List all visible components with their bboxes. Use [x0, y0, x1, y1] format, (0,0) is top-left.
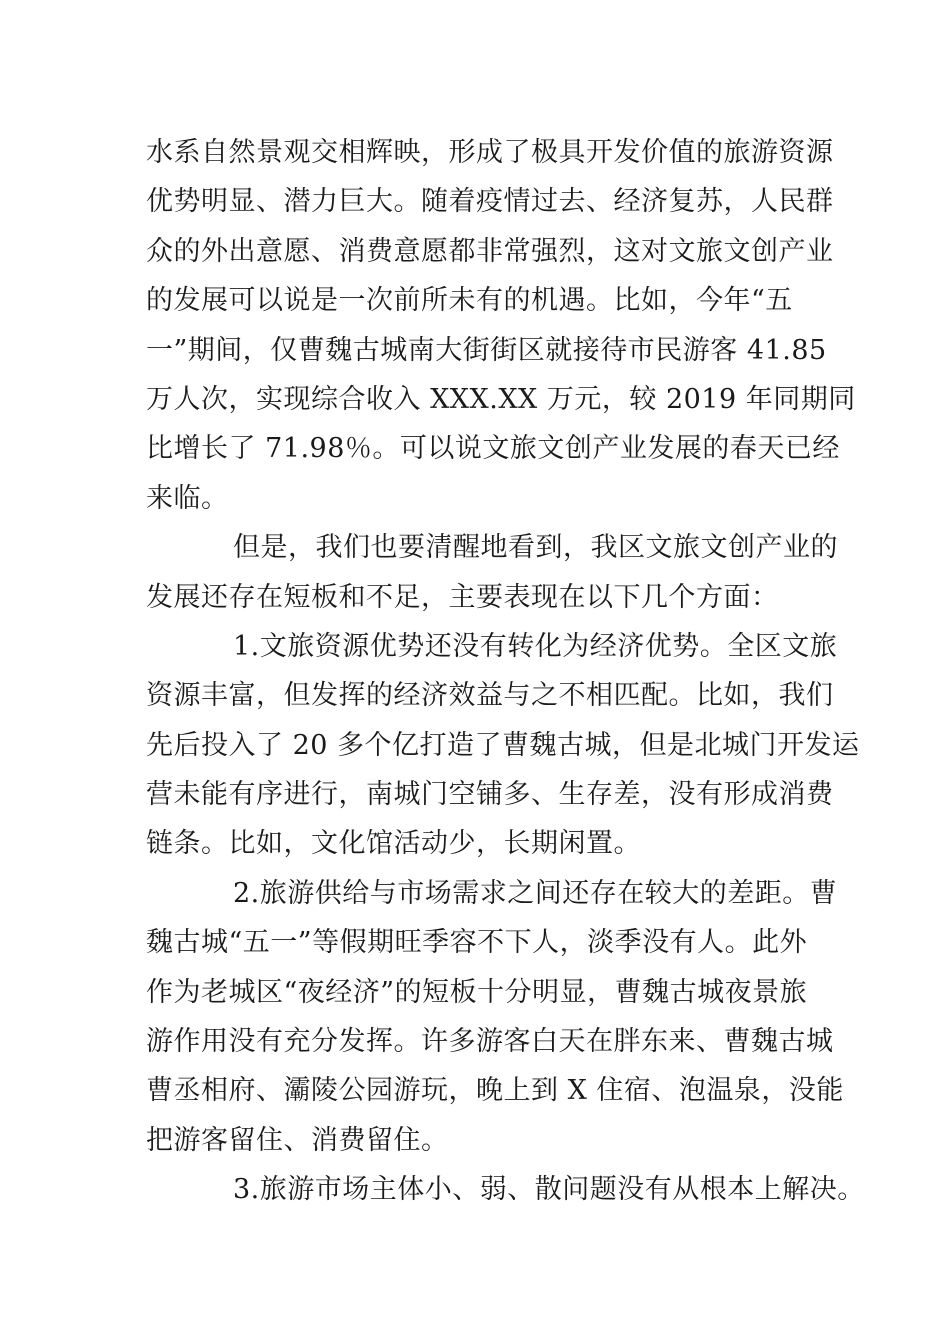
paragraph-first-line: 1.文旅资源优势还没有转化为经济优势。全区文旅: [233, 630, 838, 662]
text-line: 万人次，实现综合收入 XXX.XX 万元，较 2019 年同期同: [146, 383, 856, 415]
text-line: 链条。比如，文化馆活动少，长期闲置。: [146, 828, 641, 860]
body-text: [146, 128, 865, 1215]
text-line: 把游客留住、消费留住。: [146, 1124, 449, 1156]
text-line: 先后投入了 20 多个亿打造了曹魏古城，但是北城门开发运: [146, 729, 860, 761]
paragraph-first-line: 2.旅游供给与市场需求之间还存在较大的差距。曹: [233, 877, 838, 909]
text-line: 发展还存在短板和不足，主要表现在以下几个方面：: [146, 581, 779, 613]
text-line: 比增长了 71.98％。可以说文旅文创产业发展的春天已经: [146, 433, 840, 465]
text-line: 魏古城“五一”等假期旺季容不下人，淡季没有人。此外: [146, 927, 808, 959]
text-line: 一”期间，仅曹魏古城南大街街区就接待市民游客 41.85: [146, 334, 827, 366]
text-line: 众的外出意愿、消费意愿都非常强烈，这对文旅文创产业: [146, 235, 834, 267]
paragraph-first-line: 3.旅游市场主体小、弱、散问题没有从根本上解决。: [233, 1174, 865, 1206]
text-line: 作为老城区“夜经济”的短板十分明显，曹魏古城夜景旅: [146, 976, 808, 1008]
text-line: 游作用没有充分发挥。许多游客白天在胖东来、曹魏古城: [146, 1026, 834, 1058]
text-line: 来临。: [146, 482, 229, 514]
text-line: 资源丰富，但发挥的经济效益与之不相匹配。比如，我们: [146, 680, 834, 712]
text-line: 营未能有序进行，南城门空铺多、生存差，没有形成消费: [146, 779, 834, 811]
text-line: 曹丞相府、灞陵公园游玩，晚上到 X 住宿、泡温泉，没能: [146, 1075, 844, 1107]
text-line: 优势明显、潜力巨大。随着疫情过去、经济复苏，人民群: [146, 186, 834, 218]
text-line: 的发展可以说是一次前所未有的机遇。比如，今年“五: [146, 285, 793, 317]
paragraph-first-line: 但是，我们也要清醒地看到，我区文旅文创产业的: [233, 532, 838, 564]
text-line: 水系自然景观交相辉映，形成了极具开发价值的旅游资源: [146, 137, 834, 168]
